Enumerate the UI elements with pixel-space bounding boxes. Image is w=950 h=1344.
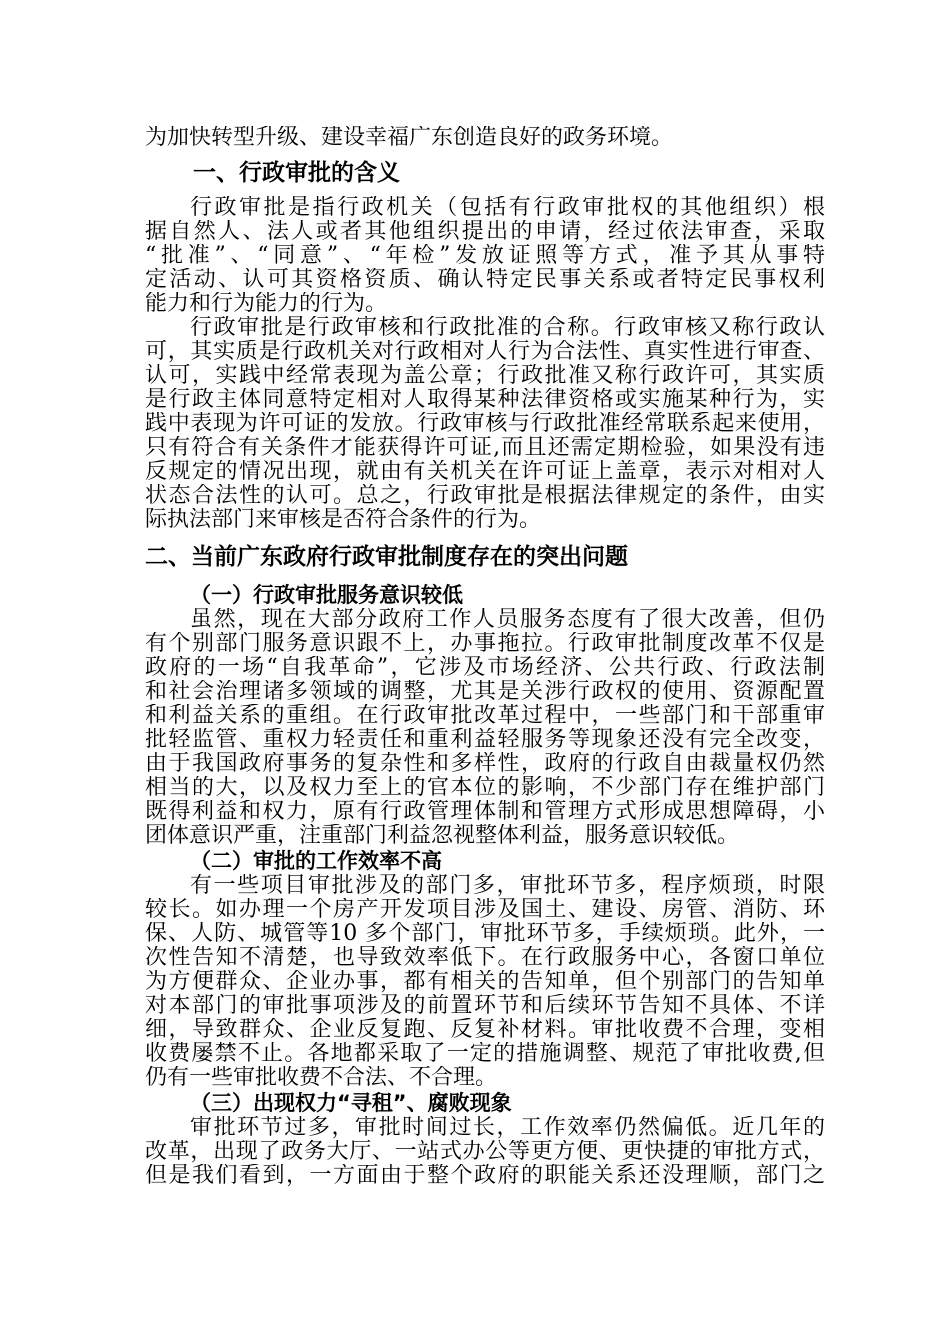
section-2-heading: 二、当前广东政府行政审批制度存在的突出问题: [145, 544, 628, 570]
paragraph-line: 仍有一些审批收费不合法、不合理。: [145, 1066, 498, 1090]
section-1-heading: 一、行政审批的含义: [193, 160, 400, 186]
paragraph-line: 为方便群众、企业办事，都有相关的告知单，但个别部门的告知单: [145, 970, 825, 994]
paragraph-line: 但是我们看到，一方面由于整个政府的职能关系还没理顺，部门之: [145, 1164, 825, 1188]
paragraph-line: 既得利益和权力，原有行政管理体制和管理方式形成思想障碍，小: [145, 800, 825, 824]
paragraph-line: 认可，实践中经常表现为盖公章；行政批准又称行政许可，其实质: [145, 364, 825, 388]
paragraph-line: 收费屡禁不止。各地都采取了一定的措施调整、规范了审批收费,但: [145, 1042, 825, 1066]
paragraph-line: 改革，出现了政务大厅、一站式办公等更方便、更快捷的审批方式，: [145, 1140, 825, 1164]
paragraph-line: “批准”、“同意”、“年检”发放证照等方式，准予其从事特: [145, 244, 825, 268]
paragraph-line: 对本部门的审批事项涉及的前置环节和后续环节告知不具体、不详: [145, 994, 825, 1018]
paragraph-line: 能力和行为能力的行为。: [145, 292, 388, 316]
paragraph-line: 行政审批是行政审核和行政批准的合称。行政审核又称行政认: [190, 316, 825, 340]
lead-paragraph: [145, 126, 825, 150]
paragraph-line: 反规定的情况出现，就由有关机关在许可证上盖章，表示对相对人: [145, 460, 825, 484]
paragraph-line: 较长。如办理一个房产开发项目涉及国土、建设、房管、消防、环: [145, 898, 825, 922]
paragraph-line: 际执法部门来审核是否符合条件的行为。: [145, 508, 542, 532]
paragraph-line: 有个别部门服务意识跟不上，办事拖拉。行政审批制度改革不仅是: [145, 632, 825, 656]
paragraph-line: 保、人防、城管等10 多个部门，审批环节多，手续烦琐。此外，一: [145, 922, 825, 946]
section-1-paragraph-1: [145, 196, 825, 316]
subsection-2-paragraph: [145, 874, 825, 1090]
paragraph-line: 虽然，现在大部分政府工作人员服务态度有了很大改善，但仍: [190, 608, 825, 632]
paragraph-line: 细，导致群众、企业反复跑、反复补材料。审批收费不合理，变相: [145, 1018, 825, 1042]
paragraph-line: 和社会治理诸多领域的调整，尤其是关涉行政权的使用、资源配置: [145, 680, 825, 704]
paragraph-line: 次性告知不清楚，也导致效率低下。在行政服务中心，各窗口单位: [145, 946, 825, 970]
paragraph-line: 政府的一场“自我革命”，它涉及市场经济、公共行政、行政法制: [145, 656, 825, 680]
paragraph-line: 团体意识严重，注重部门利益忽视整体利益，服务意识较低。: [145, 824, 740, 848]
paragraph-line: 相当的大，以及权力至上的官本位的影响，不少部门存在维护部门: [145, 776, 825, 800]
paragraph-line: 是行政主体同意特定相对人取得某种法律资格或实施某种行为，实: [145, 388, 825, 412]
paragraph-line: 批轻监管、重权力轻责任和重利益轻服务等现象还没有完全改变，: [145, 728, 825, 752]
subsection-3-heading: （三）出现权力“寻租”、腐败现象: [190, 1091, 512, 1115]
paragraph-line: 为加快转型升级、建设幸福广东创造良好的政务环境。: [145, 126, 674, 150]
paragraph-line: 由于我国政府事务的复杂性和多样性，政府的行政自由裁量权仍然: [145, 752, 825, 776]
subsection-1-heading: （一）行政审批服务意识较低: [190, 583, 463, 607]
paragraph-line: 和利益关系的重组。在行政审批改革过程中，一些部门和干部重审: [145, 704, 825, 728]
subsection-1-paragraph: [145, 608, 825, 848]
paragraph-line: 状态合法性的认可。总之，行政审批是根据法律规定的条件，由实: [145, 484, 825, 508]
paragraph-line: 定活动、认可其资格资质、确认特定民事关系或者特定民事权利: [145, 268, 825, 292]
paragraph-line: 据自然人、法人或者其他组织提出的申请，经过依法审查，采取: [145, 220, 825, 244]
subsection-2-heading: （二）审批的工作效率不高: [190, 849, 442, 873]
paragraph-line: 可，其实质是行政机关对行政相对人行为合法性、真实性进行审查、: [145, 340, 825, 364]
paragraph-line: 有一些项目审批涉及的部门多，审批环节多，程序烦琐，时限: [190, 874, 825, 898]
paragraph-line: 只有符合有关条件才能获得许可证,而且还需定期检验，如果没有违: [145, 436, 825, 460]
document-page: [145, 126, 825, 1188]
paragraph-line: 审批环节过多，审批时间过长，工作效率仍然偏低。近几年的: [190, 1116, 825, 1140]
paragraph-line: 践中表现为许可证的发放。行政审核与行政批准经常联系起来使用，: [145, 412, 825, 436]
subsection-3-paragraph: [145, 1116, 825, 1188]
paragraph-line: 行政审批是指行政机关（包括有行政审批权的其他组织）根: [190, 196, 825, 220]
section-1-paragraph-2: [145, 316, 825, 532]
